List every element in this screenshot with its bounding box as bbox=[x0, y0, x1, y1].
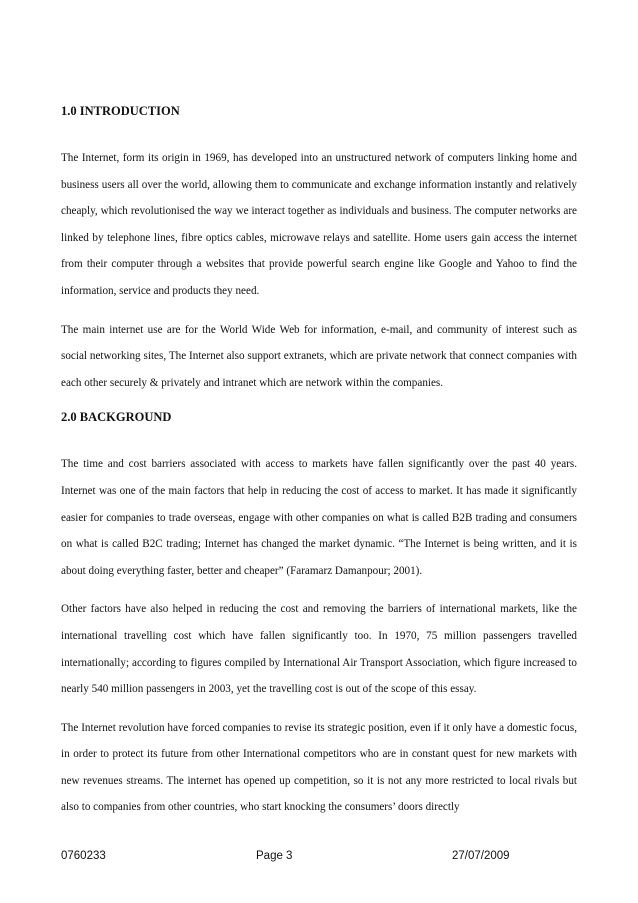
footer-page-number: Page 3 bbox=[256, 850, 293, 862]
section-heading-background: 2.0 BACKGROUND bbox=[61, 410, 172, 425]
paragraph-background-3: The Internet revolution have forced companies to revise its strategic position, even if it only have a domestic focus, in order to protect its future from other International competitors who are in constant quest for new markets with new revenues streams. The internet has opened up competition, so it is not any more restricted to local rivals but also to companies from other countries, who start knocking the consumers’ doors directly bbox=[61, 721, 577, 814]
footer-date: 27/07/2009 bbox=[452, 850, 510, 862]
paragraph-introduction-1: The Internet, form its origin in 1969, has developed into an unstructured network of computers linking home and business users all over the world, allowing them to communicate and exchange information instantly and relatively cheaply, which revolutionised the way we interact together as individuals and business. The computer networks are linked by telephone lines, fibre optics cables, microwave relays and satellite. Home users gain access the internet from their computer through a websites that provide powerful search engine like Google and Yahoo to find the information, service and products they need. bbox=[61, 152, 577, 297]
section-heading-introduction: 1.0 INTRODUCTION bbox=[61, 104, 180, 118]
document-body bbox=[61, 104, 577, 821]
page-footer bbox=[61, 850, 577, 866]
paragraph-background-1: The time and cost barriers associated with access to markets have fallen significantly over the past 40 years. Internet was one of the main factors that help in reducing the cost of access to market. It has made it significantly easier for companies to trade overseas, engage with other companies on what is called B2B trading and consumers on what is called B2C trading; Internet has changed the market dynamic. “The Internet is being written, and it is about doing everything faster, better and cheaper” (Faramarz Damanpour; 2001). bbox=[61, 458, 577, 577]
footer-student-id: 0760233 bbox=[61, 850, 106, 862]
paragraph-background-2: Other factors have also helped in reducing the cost and removing the barriers of international markets, like the international travelling cost which have fallen significantly too. In 1970, 75 million passengers travelled internationally; according to figures compiled by International Air Transport Association, which figure increased to nearly 540 million passengers in 2003, yet the travelling cost is out of the scope of this essay. bbox=[61, 603, 577, 696]
paragraph-introduction-2: The main internet use are for the World Wide Web for information, e-mail, and community of interest such as social networking sites, The Internet also support extranets, which are private network that connect companies with each other securely & privately and intranet which are network within the companies. bbox=[61, 323, 577, 389]
